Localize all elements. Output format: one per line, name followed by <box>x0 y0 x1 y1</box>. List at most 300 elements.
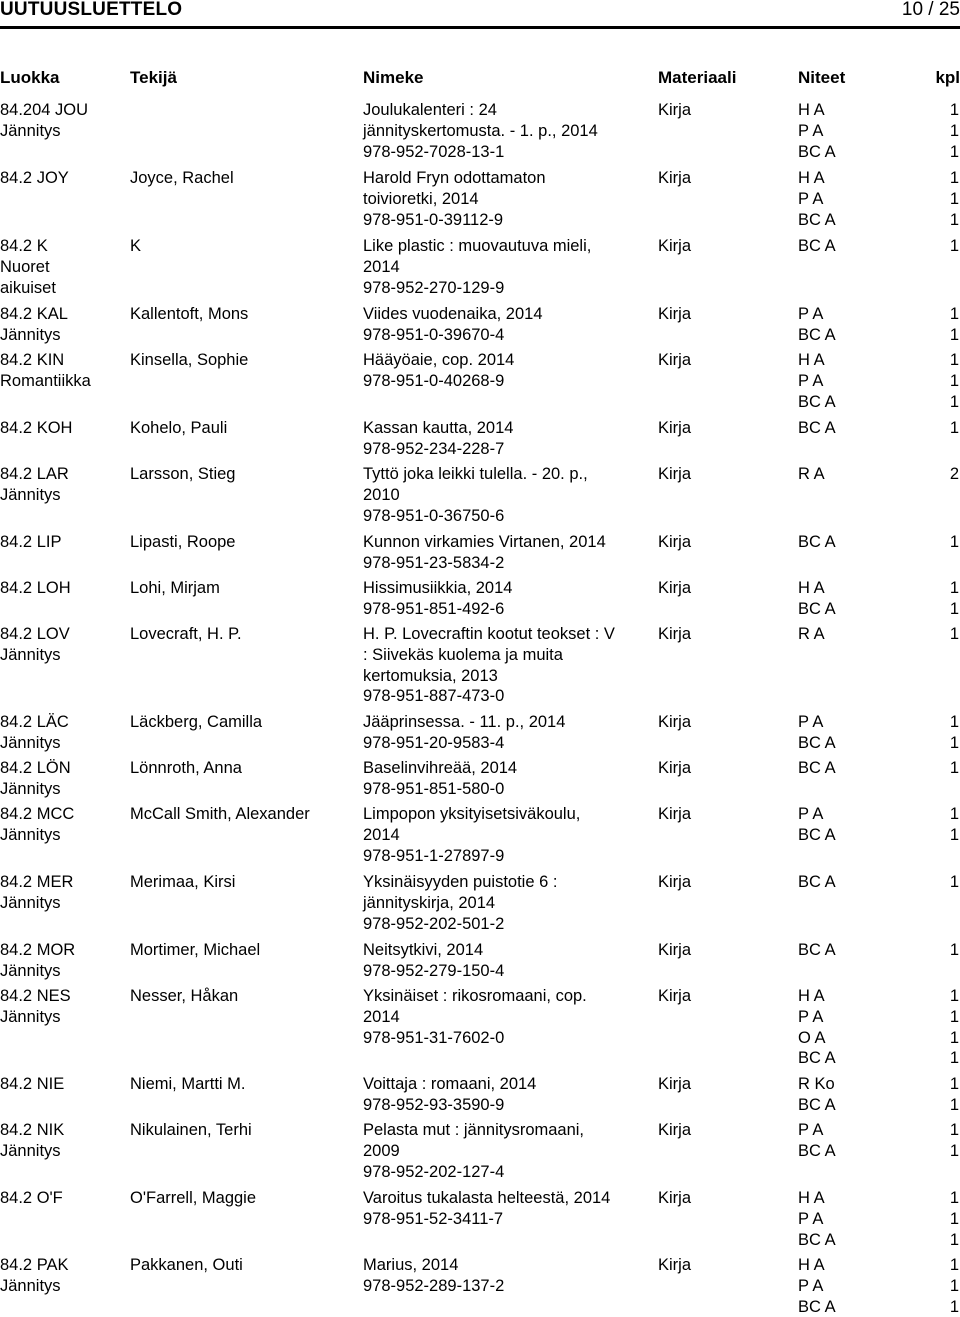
entry-title <box>363 804 655 866</box>
entry-author-line: Kinsella, Sophie <box>130 351 249 369</box>
entry-class <box>0 578 71 599</box>
entry-class <box>0 350 91 392</box>
entry-class-line: 84.2 LÖN <box>0 759 71 777</box>
entry-notes <box>798 532 878 553</box>
entry-title <box>363 350 655 392</box>
entry-title-line: Joulukalenteri : 24 <box>363 101 497 119</box>
entry-notes <box>798 304 878 346</box>
entry-qty-line: 1 <box>949 733 959 752</box>
entry-class-line: 84.204 JOU <box>0 101 89 119</box>
column-header-title: Nimeke <box>363 68 424 87</box>
entry-author <box>130 624 242 645</box>
entry-qty-line: 1 <box>949 1075 959 1093</box>
entry-material <box>658 804 691 825</box>
entry-qty <box>950 804 959 846</box>
entry-author-line: Mortimer, Michael <box>130 941 261 959</box>
entry-author-line: Joyce, Rachel <box>130 169 234 187</box>
entry-author <box>130 236 141 257</box>
entry-title-line: 2009 <box>363 1141 400 1160</box>
entry-material <box>658 872 691 893</box>
entry-notes <box>798 1120 878 1162</box>
entry-notes-line: P A <box>798 189 824 208</box>
entry-material-line: Kirja <box>658 1189 692 1207</box>
entry-title-line: Like plastic : muovautuva mieli, <box>363 237 592 255</box>
entry-material <box>658 418 691 439</box>
entry-notes <box>798 624 878 645</box>
entry-notes-line: P A <box>798 121 824 140</box>
entry-qty-line: 1 <box>949 210 959 229</box>
entry-title-line: Hissimusiikkia, 2014 <box>363 579 513 597</box>
entry-class-line: 84.2 LOV <box>0 625 70 643</box>
entry-qty-line: 1 <box>949 579 959 597</box>
entry-class-line: 84.2 PAK <box>0 1256 69 1274</box>
entry-class-line: Jännitys <box>0 485 61 504</box>
entry-title <box>363 712 655 754</box>
entry-class-line: 84.2 MER <box>0 873 74 891</box>
entry-qty-line: 1 <box>949 1049 959 1068</box>
entry-material-line: Kirja <box>658 1075 692 1093</box>
entry-class-line: Jännitys <box>0 645 61 664</box>
entry-title-line: 978-952-202-127-4 <box>363 1162 505 1181</box>
entry-title-line: 978-952-93-3590-9 <box>363 1095 505 1114</box>
entry-qty <box>950 758 959 779</box>
entry-class-line: Nuoret <box>0 257 50 276</box>
entry-notes-line: BC A <box>798 941 836 959</box>
entry-notes-line: BC A <box>798 1230 836 1249</box>
entry-author <box>130 350 248 371</box>
entry-title-line: H. P. Lovecraftin kootut teokset : V <box>363 625 615 643</box>
entry-class-line: 84.2 KAL <box>0 305 68 323</box>
entry-title-line: 978-951-0-39670-4 <box>363 325 505 344</box>
entry-notes <box>798 940 878 961</box>
entry-notes-line: BC A <box>798 210 836 229</box>
entry-title-line: 2014 <box>363 1007 400 1026</box>
entry-title <box>363 236 655 298</box>
entry-class <box>0 464 69 506</box>
entry-title <box>363 940 655 982</box>
entry-class-line: 84.2 NIK <box>0 1121 65 1139</box>
entry-author-line: Lönnroth, Anna <box>130 759 242 777</box>
entry-title-line: 978-951-0-39112-9 <box>363 210 504 229</box>
entry-class <box>0 1255 69 1297</box>
entry-author-line: Larsson, Stieg <box>130 465 236 483</box>
column-header-notes: Niteet <box>798 68 846 87</box>
entry-title-line: 978-951-31-7602-0 <box>363 1028 505 1047</box>
entry-qty <box>950 986 959 1069</box>
entry-notes <box>798 872 878 893</box>
entry-class <box>0 872 73 914</box>
entry-material-line: Kirja <box>658 579 692 597</box>
entry-notes-line: P A <box>798 805 824 823</box>
entry-material-line: Kirja <box>658 713 692 731</box>
entry-title-line: Kassan kautta, 2014 <box>363 419 514 437</box>
entry-author-line: McCall Smith, Alexander <box>130 805 310 823</box>
entry-qty-line: 1 <box>949 1095 959 1114</box>
entry-material-line: Kirja <box>658 1121 692 1139</box>
entry-qty <box>950 1188 959 1250</box>
entry-title-line: 978-951-52-3411-7 <box>363 1209 504 1228</box>
entry-author-line: Merimaa, Kirsi <box>130 873 236 891</box>
entry-qty-line: 1 <box>949 189 959 208</box>
entry-notes-line: P A <box>798 713 824 731</box>
entry-title-line: : Siivekäs kuolema ja muita <box>363 645 563 664</box>
entry-title-line: 2014 <box>363 257 400 276</box>
entry-author-line: Nesser, Håkan <box>130 987 239 1005</box>
entry-class-line: 84.2 K <box>0 237 48 255</box>
entry-qty <box>950 464 959 485</box>
entry-material-line: Kirja <box>658 351 692 369</box>
entry-author-line: Pakkanen, Outi <box>130 1256 243 1274</box>
entry-title-line: Yksinäiset : rikosromaani, cop. <box>363 987 587 1005</box>
entry-qty <box>950 168 959 230</box>
entry-material-line: Kirja <box>658 101 692 119</box>
column-header-author: Tekijä <box>130 68 177 87</box>
entry-title <box>363 624 655 707</box>
entry-notes-line: P A <box>798 371 824 390</box>
entry-class <box>0 624 70 666</box>
entry-title <box>363 168 655 230</box>
entry-title-line: Marius, 2014 <box>363 1256 459 1274</box>
entry-class-line: 84.2 LOH <box>0 579 71 597</box>
entry-material <box>658 986 691 1007</box>
entry-material <box>658 464 691 485</box>
entry-class <box>0 418 72 439</box>
entry-class <box>0 532 61 553</box>
entry-notes-line: P A <box>798 1276 824 1295</box>
entry-author-line: Kohelo, Pauli <box>130 419 228 437</box>
entry-author <box>130 1074 246 1095</box>
entry-material <box>658 1074 691 1095</box>
entry-qty-line: 1 <box>949 169 959 187</box>
entry-qty-line: 1 <box>949 237 959 255</box>
entry-author <box>130 986 238 1007</box>
entry-qty-line: 1 <box>949 1121 959 1139</box>
entry-class <box>0 940 75 982</box>
entry-title-line: Tyttö joka leikki tulella. - 20. p., <box>363 465 588 483</box>
entry-class-line: Jännitys <box>0 121 61 140</box>
entry-title <box>363 1074 655 1116</box>
entry-notes-line: BC A <box>798 325 836 344</box>
entry-title-line: Hääyöaie, cop. 2014 <box>363 351 515 369</box>
entry-author <box>130 1255 243 1276</box>
entry-class-line: 84.2 JOY <box>0 169 69 187</box>
entry-qty-line: 1 <box>949 805 959 823</box>
entry-qty <box>950 940 959 961</box>
entry-author-line: Nikulainen, Terhi <box>130 1121 252 1139</box>
entry-class-line: Jännitys <box>0 961 61 980</box>
entry-class-line: Jännitys <box>0 325 61 344</box>
entry-notes <box>798 464 878 485</box>
entry-qty-line: 1 <box>949 142 959 161</box>
entry-title <box>363 1255 655 1297</box>
entry-title-line: Varoitus tukalasta helteestä, 2014 <box>363 1189 611 1207</box>
entry-material <box>658 940 691 961</box>
entry-title <box>363 578 655 620</box>
entry-notes <box>798 758 878 779</box>
entry-class <box>0 804 74 846</box>
entry-title-line: Neitsytkivi, 2014 <box>363 941 484 959</box>
entry-title-line: 978-952-270-129-9 <box>363 278 505 297</box>
entry-title-line: toivioretki, 2014 <box>363 189 479 208</box>
entry-title-line: 2014 <box>363 825 400 844</box>
entry-material <box>658 168 691 189</box>
entry-title-line: Yksinäisyyden puistotie 6 : <box>363 873 558 891</box>
entry-title <box>363 418 655 460</box>
entry-qty-line: 1 <box>949 101 959 119</box>
entry-material <box>658 236 691 257</box>
entry-qty-line: 1 <box>949 1189 959 1207</box>
entry-material <box>658 304 691 325</box>
entry-author <box>130 758 242 779</box>
entry-qty-line: 1 <box>949 987 959 1005</box>
entry-class-line: 84.2 LIP <box>0 533 62 551</box>
entry-material-line: Kirja <box>658 305 692 323</box>
entry-qty <box>950 350 959 412</box>
entry-title-line: 978-951-20-9583-4 <box>363 733 505 752</box>
entry-material-line: Kirja <box>658 759 692 777</box>
entry-title-line: 978-952-7028-13-1 <box>363 142 505 161</box>
entry-title-line: 978-952-234-228-7 <box>363 439 505 458</box>
entry-class <box>0 100 88 142</box>
entry-title-line: Harold Fryn odottamaton <box>363 169 546 187</box>
entry-notes-line: BC A <box>798 1141 836 1160</box>
entry-notes-line: P A <box>798 1007 824 1026</box>
entry-notes-line: H A <box>798 1256 825 1274</box>
entry-material <box>658 1188 691 1209</box>
entry-qty <box>950 418 959 439</box>
entry-material-line: Kirja <box>658 941 692 959</box>
entry-material-line: Kirja <box>658 625 692 643</box>
entry-notes <box>798 804 878 846</box>
entry-title-line: Jääprinsessa. - 11. p., 2014 <box>363 713 566 731</box>
entry-qty <box>950 1074 959 1116</box>
page-title: UUTUUSLUETTELO <box>0 0 183 20</box>
entry-notes <box>798 986 878 1069</box>
entry-notes-line: BC A <box>798 237 836 255</box>
entry-qty-line: 1 <box>949 1141 959 1160</box>
entry-qty-line: 1 <box>949 1297 959 1316</box>
entry-title <box>363 100 655 162</box>
entry-notes <box>798 100 878 162</box>
entry-author-line: O'Farrell, Maggie <box>130 1189 257 1207</box>
entry-qty-line: 1 <box>949 1209 959 1228</box>
entry-title <box>363 304 655 346</box>
entry-material <box>658 100 691 121</box>
entry-qty-line: 1 <box>949 941 959 959</box>
entry-qty-line: 1 <box>949 419 959 437</box>
entry-qty <box>950 1255 959 1317</box>
entry-title <box>363 532 655 574</box>
entry-class <box>0 1074 64 1095</box>
entry-notes-line: H A <box>798 169 825 187</box>
entry-qty-line: 1 <box>949 1276 959 1295</box>
entry-title-line: Baselinvihreää, 2014 <box>363 759 518 777</box>
entry-title-line: 978-952-279-150-4 <box>363 961 505 980</box>
entry-material <box>658 712 691 733</box>
entry-qty-line: 2 <box>949 465 959 483</box>
entry-title-line: jännityskertomusta. - 1. p., 2014 <box>363 121 598 140</box>
entry-material-line: Kirja <box>658 987 692 1005</box>
entry-author <box>130 418 227 439</box>
entry-author <box>130 712 262 733</box>
entry-class-line: Jännitys <box>0 779 61 798</box>
entry-notes <box>798 350 878 412</box>
entry-class-line: Jännitys <box>0 1276 61 1295</box>
entry-author <box>130 532 236 553</box>
entry-qty <box>950 1120 959 1162</box>
entry-material-line: Kirja <box>658 237 692 255</box>
entry-class <box>0 986 71 1028</box>
entry-notes <box>798 168 878 230</box>
entry-material-line: Kirja <box>658 419 692 437</box>
entry-notes-line: BC A <box>798 1297 836 1316</box>
column-header-row <box>0 68 960 90</box>
entry-title-line: Kunnon virkamies Virtanen, 2014 <box>363 533 606 551</box>
entry-author <box>130 804 310 825</box>
entry-class <box>0 236 56 298</box>
column-header-class: Luokka <box>0 68 60 87</box>
entry-class <box>0 168 69 189</box>
entry-notes-line: BC A <box>798 733 836 752</box>
entry-qty <box>950 236 959 257</box>
entry-material <box>658 1120 691 1141</box>
entry-material-line: Kirja <box>658 1256 692 1274</box>
entry-title <box>363 986 655 1048</box>
entry-notes-line: H A <box>798 101 825 119</box>
entry-author-line: Läckberg, Camilla <box>130 713 263 731</box>
entry-notes-line: BC A <box>798 392 836 411</box>
entry-notes-line: R A <box>798 465 825 483</box>
entry-notes <box>798 418 878 439</box>
entry-title <box>363 1188 655 1230</box>
entry-qty-line: 1 <box>949 305 959 323</box>
entry-title-line: 978-951-851-492-6 <box>363 599 505 618</box>
entry-class-line: Romantiikka <box>0 371 91 390</box>
entry-notes <box>798 578 878 620</box>
entry-author-line: Niemi, Martti M. <box>130 1075 246 1093</box>
entry-notes-line: BC A <box>798 142 836 161</box>
entry-title <box>363 758 655 800</box>
entry-notes <box>798 1255 878 1317</box>
entry-qty-line: 1 <box>949 873 959 891</box>
entry-notes-line: O A <box>798 1028 826 1047</box>
entry-class-line: Jännitys <box>0 893 61 912</box>
entry-material-line: Kirja <box>658 873 692 891</box>
entry-notes-line: BC A <box>798 873 836 891</box>
entry-class-line: 84.2 NIE <box>0 1075 65 1093</box>
entry-notes <box>798 1188 878 1250</box>
entry-material-line: Kirja <box>658 805 692 823</box>
entry-material <box>658 350 691 371</box>
entry-qty-line: 1 <box>949 533 959 551</box>
entry-title-line: Viides vuodenaika, 2014 <box>363 305 543 323</box>
entry-qty-line: 1 <box>949 599 959 618</box>
entry-notes-line: BC A <box>798 759 836 777</box>
entry-qty <box>950 712 959 754</box>
header-rule <box>0 26 960 29</box>
entry-material <box>658 532 691 553</box>
entry-author-line: K <box>130 237 142 255</box>
entry-class-line: Jännitys <box>0 733 61 752</box>
entry-qty <box>950 532 959 553</box>
entry-material-line: Kirja <box>658 465 692 483</box>
entry-notes-line: P A <box>798 1209 824 1228</box>
entry-qty-line: 1 <box>949 825 959 844</box>
entry-notes-line: H A <box>798 1189 825 1207</box>
entry-qty-line: 1 <box>949 759 959 777</box>
entry-author <box>130 940 260 961</box>
entry-class-line: Jännitys <box>0 1141 61 1160</box>
entry-notes-line: H A <box>798 579 825 597</box>
entry-author-line: Lipasti, Roope <box>130 533 236 551</box>
entry-notes-line: BC A <box>798 825 836 844</box>
entry-title-line: 978-951-0-36750-6 <box>363 506 505 525</box>
entry-notes <box>798 712 878 754</box>
entry-author <box>130 1120 252 1141</box>
entry-material <box>658 624 691 645</box>
entry-class-line: 84.2 NES <box>0 987 71 1005</box>
entry-class <box>0 304 68 346</box>
entry-qty-line: 1 <box>949 1230 959 1249</box>
entry-notes-line: P A <box>798 1121 824 1139</box>
entry-class <box>0 758 71 800</box>
entry-title-line: Voittaja : romaani, 2014 <box>363 1075 537 1093</box>
entry-author <box>130 304 248 325</box>
entry-title-line: Limpopon yksityisetsiväkoulu, <box>363 805 581 823</box>
entry-author-line: Kallentoft, Mons <box>130 305 249 323</box>
entry-qty <box>950 100 959 162</box>
entry-class-line: aikuiset <box>0 278 56 297</box>
entry-title-line: 978-951-1-27897-9 <box>363 846 505 865</box>
entry-class-line: 84.2 MOR <box>0 941 76 959</box>
entry-notes-line: BC A <box>798 419 836 437</box>
entry-notes-line: BC A <box>798 599 836 618</box>
entry-material-line: Kirja <box>658 533 692 551</box>
entry-author <box>130 1188 256 1209</box>
entry-qty-line: 1 <box>949 1028 959 1047</box>
entry-qty <box>950 624 959 645</box>
entry-qty-line: 1 <box>949 121 959 140</box>
entry-notes-line: R Ko <box>798 1075 835 1093</box>
entry-author-line: Lohi, Mirjam <box>130 579 220 597</box>
entry-qty <box>950 304 959 346</box>
entry-notes-line: P A <box>798 305 824 323</box>
entry-material <box>658 1255 691 1276</box>
entry-qty-line: 1 <box>949 351 959 369</box>
entry-notes-line: R A <box>798 625 825 643</box>
entry-qty-line: 1 <box>949 1256 959 1274</box>
entry-qty-line: 1 <box>949 371 959 390</box>
entry-title-line: 978-951-23-5834-2 <box>363 553 505 572</box>
entry-class-line: Jännitys <box>0 1007 61 1026</box>
entry-material <box>658 578 691 599</box>
entry-author-line: Lovecraft, H. P. <box>130 625 242 643</box>
page-number: 10 / 25 <box>901 0 960 20</box>
entry-class <box>0 1188 63 1209</box>
entry-class-line: 84.2 LÄC <box>0 713 69 731</box>
entry-notes <box>798 1074 878 1116</box>
entry-title <box>363 872 655 934</box>
entry-class-line: 84.2 O'F <box>0 1189 63 1207</box>
entry-qty-line: 1 <box>949 1007 959 1026</box>
entry-author <box>130 464 235 485</box>
entry-title-line: 978-951-887-473-0 <box>363 687 505 706</box>
entry-class <box>0 712 69 754</box>
entry-title-line: jännityskirja, 2014 <box>363 893 496 912</box>
entry-title-line: 2010 <box>363 485 400 504</box>
entry-author <box>130 872 235 893</box>
entry-class-line: Jännitys <box>0 825 61 844</box>
